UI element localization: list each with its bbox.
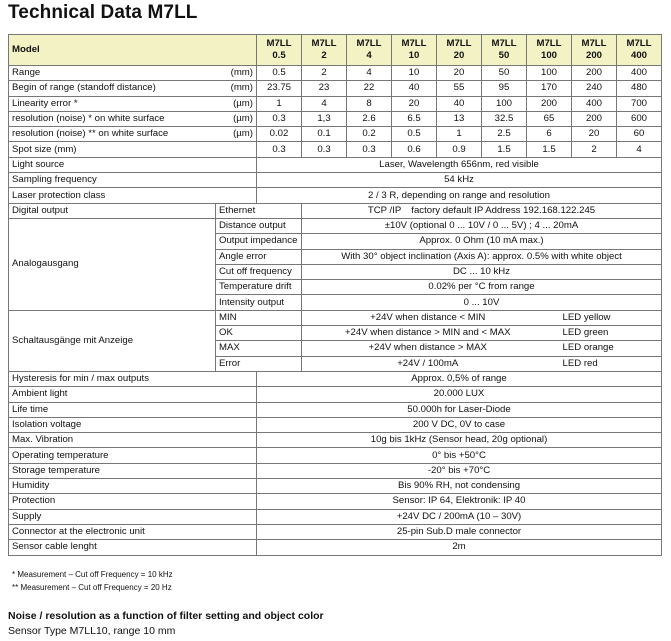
led-indicator: LED red <box>527 356 662 371</box>
spec-value: 0.6 <box>392 142 437 157</box>
spec-unit: (mm) <box>216 81 257 96</box>
spec-value: 40 <box>392 81 437 96</box>
spec-row <box>9 188 662 203</box>
spec-value: 32.5 <box>482 111 527 126</box>
spec-row <box>9 433 662 448</box>
spec-sublabel: Intensity output <box>216 295 302 310</box>
spec-value: 100 <box>482 96 527 111</box>
spec-value: DC ... 10 kHz <box>302 264 662 279</box>
spec-unit: (µm) <box>216 111 257 126</box>
spec-value: 480 <box>617 81 662 96</box>
spec-value: 200 <box>527 96 572 111</box>
model-range: 400 <box>630 50 647 61</box>
spec-value: 0.3 <box>257 111 302 126</box>
model-range: 50 <box>498 50 510 61</box>
spec-value: 400 <box>617 66 662 81</box>
spec-value: 600 <box>617 111 662 126</box>
spec-value: 4 <box>302 96 347 111</box>
spec-value: 200 <box>572 111 617 126</box>
spec-label: resolution (noise) * on white surface <box>9 111 216 126</box>
model-range: 2 <box>321 50 327 61</box>
spec-value: 0.3 <box>302 142 347 157</box>
spec-sublabel: MAX <box>216 341 302 356</box>
spec-row <box>9 66 662 81</box>
noise-section-title: Noise / resolution as a function of filter setting and object color <box>8 610 324 622</box>
spec-value: 0.5 <box>257 66 302 81</box>
spec-value: 1 <box>437 127 482 142</box>
spec-label: Supply <box>9 509 257 524</box>
spec-value: 4 <box>617 142 662 157</box>
spec-row <box>9 509 662 524</box>
spec-value: 0.02 <box>257 127 302 142</box>
spec-value: 6 <box>527 127 572 142</box>
spec-group-label: Analogausgang <box>9 218 216 310</box>
noise-section-subtitle: Sensor Type M7LL10, range 10 mm <box>8 625 176 637</box>
spec-label: Laser protection class <box>9 188 257 203</box>
model-column-header <box>572 35 617 66</box>
model-name: M7LL <box>311 38 337 49</box>
spec-value: 1,3 <box>302 111 347 126</box>
spec-label: Operating temperature <box>9 448 257 463</box>
spec-row <box>9 81 662 96</box>
spec-value: Bis 90% RH, not condensing <box>257 479 662 494</box>
spec-label: Digital output <box>9 203 216 218</box>
spec-value: 2.5 <box>482 127 527 142</box>
spec-label: Hysteresis for min / max outputs <box>9 371 257 386</box>
spec-value: 20.000 LUX <box>257 387 662 402</box>
spec-label: Ambient light <box>9 387 257 402</box>
digital-output-row <box>9 203 662 218</box>
spec-value: 2 <box>572 142 617 157</box>
spec-label: Linearity error * <box>9 96 216 111</box>
spec-value: 2 / 3 R, depending on range and resolution <box>257 188 662 203</box>
spec-value: 22 <box>347 81 392 96</box>
spec-label: Connector at the electronic unit <box>9 524 257 539</box>
spec-value: +24V when distance > MAX <box>302 341 527 356</box>
spec-value: 0.3 <box>347 142 392 157</box>
spec-value: +24V DC / 200mA (10 – 30V) <box>257 509 662 524</box>
spec-value: 23.75 <box>257 81 302 96</box>
spec-sublabel <box>216 203 302 218</box>
spec-value: 40 <box>437 96 482 111</box>
spec-row <box>9 417 662 432</box>
model-name: M7LL <box>356 38 382 49</box>
spec-row <box>9 463 662 478</box>
model-range: 200 <box>585 50 602 61</box>
spec-label: Humidity <box>9 479 257 494</box>
model-column-header <box>482 35 527 66</box>
model-range: 100 <box>540 50 557 61</box>
model-range: 10 <box>408 50 420 61</box>
spec-row <box>9 402 662 417</box>
spec-label: Light source <box>9 157 257 172</box>
spec-value: +24V when distance > MIN and < MAX <box>302 326 527 341</box>
spec-value: 65 <box>527 111 572 126</box>
footnote-2: ** Measurement – Cut off Frequency = 20 Hz <box>12 583 172 592</box>
spec-sublabel: MIN <box>216 310 302 325</box>
footnote-1: * Measurement – Cut off Frequency = 10 kHz <box>12 570 173 579</box>
spec-label: Max. Vibration <box>9 433 257 448</box>
spec-value: 20 <box>572 127 617 142</box>
spec-row <box>9 479 662 494</box>
spec-value: Laser, Wavelength 656nm, red visible <box>257 157 662 172</box>
model-range: 0.5 <box>272 50 286 61</box>
spec-row <box>9 127 662 142</box>
spec-value: 400 <box>572 96 617 111</box>
spec-row <box>9 494 662 509</box>
spec-value: 240 <box>572 81 617 96</box>
spec-row <box>9 96 662 111</box>
analog-row <box>9 218 662 233</box>
protocol-value: TCP /IP <box>367 204 402 216</box>
spec-unit: (µm) <box>216 127 257 142</box>
technical-data-table <box>8 34 662 556</box>
model-name: M7LL <box>401 38 427 49</box>
spec-value: 4 <box>347 66 392 81</box>
model-column-header <box>617 35 662 66</box>
spec-value: 25-pin Sub.D male connector <box>257 524 662 539</box>
model-column-header <box>257 35 302 66</box>
spec-value: 10g bis 1kHz (Sensor head, 20g optional) <box>257 433 662 448</box>
spec-value: 2 <box>302 66 347 81</box>
spec-label: Range <box>9 66 216 81</box>
spec-value: 0.3 <box>257 142 302 157</box>
spec-sublabel: Angle error <box>216 249 302 264</box>
spec-value: 55 <box>437 81 482 96</box>
spec-value: Sensor: IP 64, Elektronik: IP 40 <box>257 494 662 509</box>
spec-value: 1 <box>257 96 302 111</box>
spec-value: 50 <box>482 66 527 81</box>
spec-row <box>9 371 662 386</box>
model-column-header <box>392 35 437 66</box>
spec-label: Sensor cable lenght <box>9 540 257 555</box>
model-column-header <box>527 35 572 66</box>
spec-value: Approx. 0 Ohm (10 mA max.) <box>302 234 662 249</box>
spec-label: Sampling frequency <box>9 173 257 188</box>
spec-value: 0 ... 10V <box>302 295 662 310</box>
model-name: M7LL <box>266 38 292 49</box>
spec-value: 23 <box>302 81 347 96</box>
model-name: M7LL <box>536 38 562 49</box>
led-indicator: LED green <box>527 326 662 341</box>
spec-value: 1.5 <box>527 142 572 157</box>
spec-label: Spot size (mm) <box>9 142 216 157</box>
spec-value: 0° bis +50°C <box>257 448 662 463</box>
spec-value: 50.000h for Laser-Diode <box>257 402 662 417</box>
header-row <box>9 35 662 66</box>
spec-value: 13 <box>437 111 482 126</box>
spec-value: 0.2 <box>347 127 392 142</box>
spec-sublabel: Temperature drift <box>216 280 302 295</box>
spec-unit: (µm) <box>216 96 257 111</box>
spec-row <box>9 111 662 126</box>
spec-sublabel: Cut off frequency <box>216 264 302 279</box>
spec-value: With 30° object inclination (Axis A): approx. 0.5% with white object <box>302 249 662 264</box>
spec-value: 700 <box>617 96 662 111</box>
spec-row <box>9 157 662 172</box>
spec-value <box>302 203 662 218</box>
spec-value: 10 <box>392 66 437 81</box>
spec-label: Begin of range (standoff distance) <box>9 81 216 96</box>
spec-value: +24V when distance < MIN <box>302 310 527 325</box>
spec-unit <box>216 142 257 157</box>
spec-value: 170 <box>527 81 572 96</box>
spec-sublabel-text: Ethernet <box>219 204 256 216</box>
spec-row <box>9 524 662 539</box>
model-column-header <box>302 35 347 66</box>
spec-value: Approx. 0,5% of range <box>257 371 662 386</box>
spec-sublabel: OK <box>216 326 302 341</box>
spec-value: 95 <box>482 81 527 96</box>
spec-row <box>9 540 662 555</box>
page-title: Technical Data M7LL <box>8 2 198 23</box>
led-indicator: LED orange <box>527 341 662 356</box>
spec-label: Protection <box>9 494 257 509</box>
spec-value: 200 <box>572 66 617 81</box>
spec-value: 200 V DC, 0V to case <box>257 417 662 432</box>
model-name: M7LL <box>491 38 517 49</box>
spec-value: 54 kHz <box>257 173 662 188</box>
spec-value: 6.5 <box>392 111 437 126</box>
led-indicator: LED yellow <box>527 310 662 325</box>
spec-value: 1.5 <box>482 142 527 157</box>
model-name: M7LL <box>581 38 607 49</box>
spec-sublabel: Error <box>216 356 302 371</box>
spec-label: Isolation voltage <box>9 417 257 432</box>
spec-row <box>9 387 662 402</box>
model-header: Model <box>9 35 257 66</box>
spec-value: 20 <box>392 96 437 111</box>
spec-value: 2m <box>257 540 662 555</box>
spec-label: resolution (noise) ** on white surface <box>9 127 216 142</box>
model-name: M7LL <box>446 38 472 49</box>
spec-value: 0.1 <box>302 127 347 142</box>
spec-value: 0.02% per °C from range <box>302 280 662 295</box>
spec-value: -20° bis +70°C <box>257 463 662 478</box>
model-range: 20 <box>453 50 465 61</box>
spec-value: 20 <box>437 66 482 81</box>
spec-unit: (mm) <box>216 66 257 81</box>
model-column-header <box>347 35 392 66</box>
model-range: 4 <box>366 50 372 61</box>
spec-value: 0.5 <box>392 127 437 142</box>
spec-row <box>9 448 662 463</box>
spec-value: ±10V (optional 0 ... 10V / 0 ... 5V) ; 4 ... 20mA <box>302 218 662 233</box>
spec-row <box>9 142 662 157</box>
spec-label: Storage temperature <box>9 463 257 478</box>
model-name: M7LL <box>626 38 652 49</box>
switch-row <box>9 310 662 325</box>
spec-row <box>9 173 662 188</box>
spec-value: 60 <box>617 127 662 142</box>
spec-value: +24V / 100mA <box>302 356 527 371</box>
spec-value: 8 <box>347 96 392 111</box>
spec-sublabel: Distance output <box>216 218 302 233</box>
spec-value: 0.9 <box>437 142 482 157</box>
spec-label: Life time <box>9 402 257 417</box>
spec-sublabel: Output impedance <box>216 234 302 249</box>
spec-value: 100 <box>527 66 572 81</box>
spec-value: 2.6 <box>347 111 392 126</box>
spec-group-label: Schaltausgänge mit Anzeige <box>9 310 216 371</box>
ip-address-value: factory default IP Address 192.168.122.245 <box>411 204 596 216</box>
model-column-header <box>437 35 482 66</box>
